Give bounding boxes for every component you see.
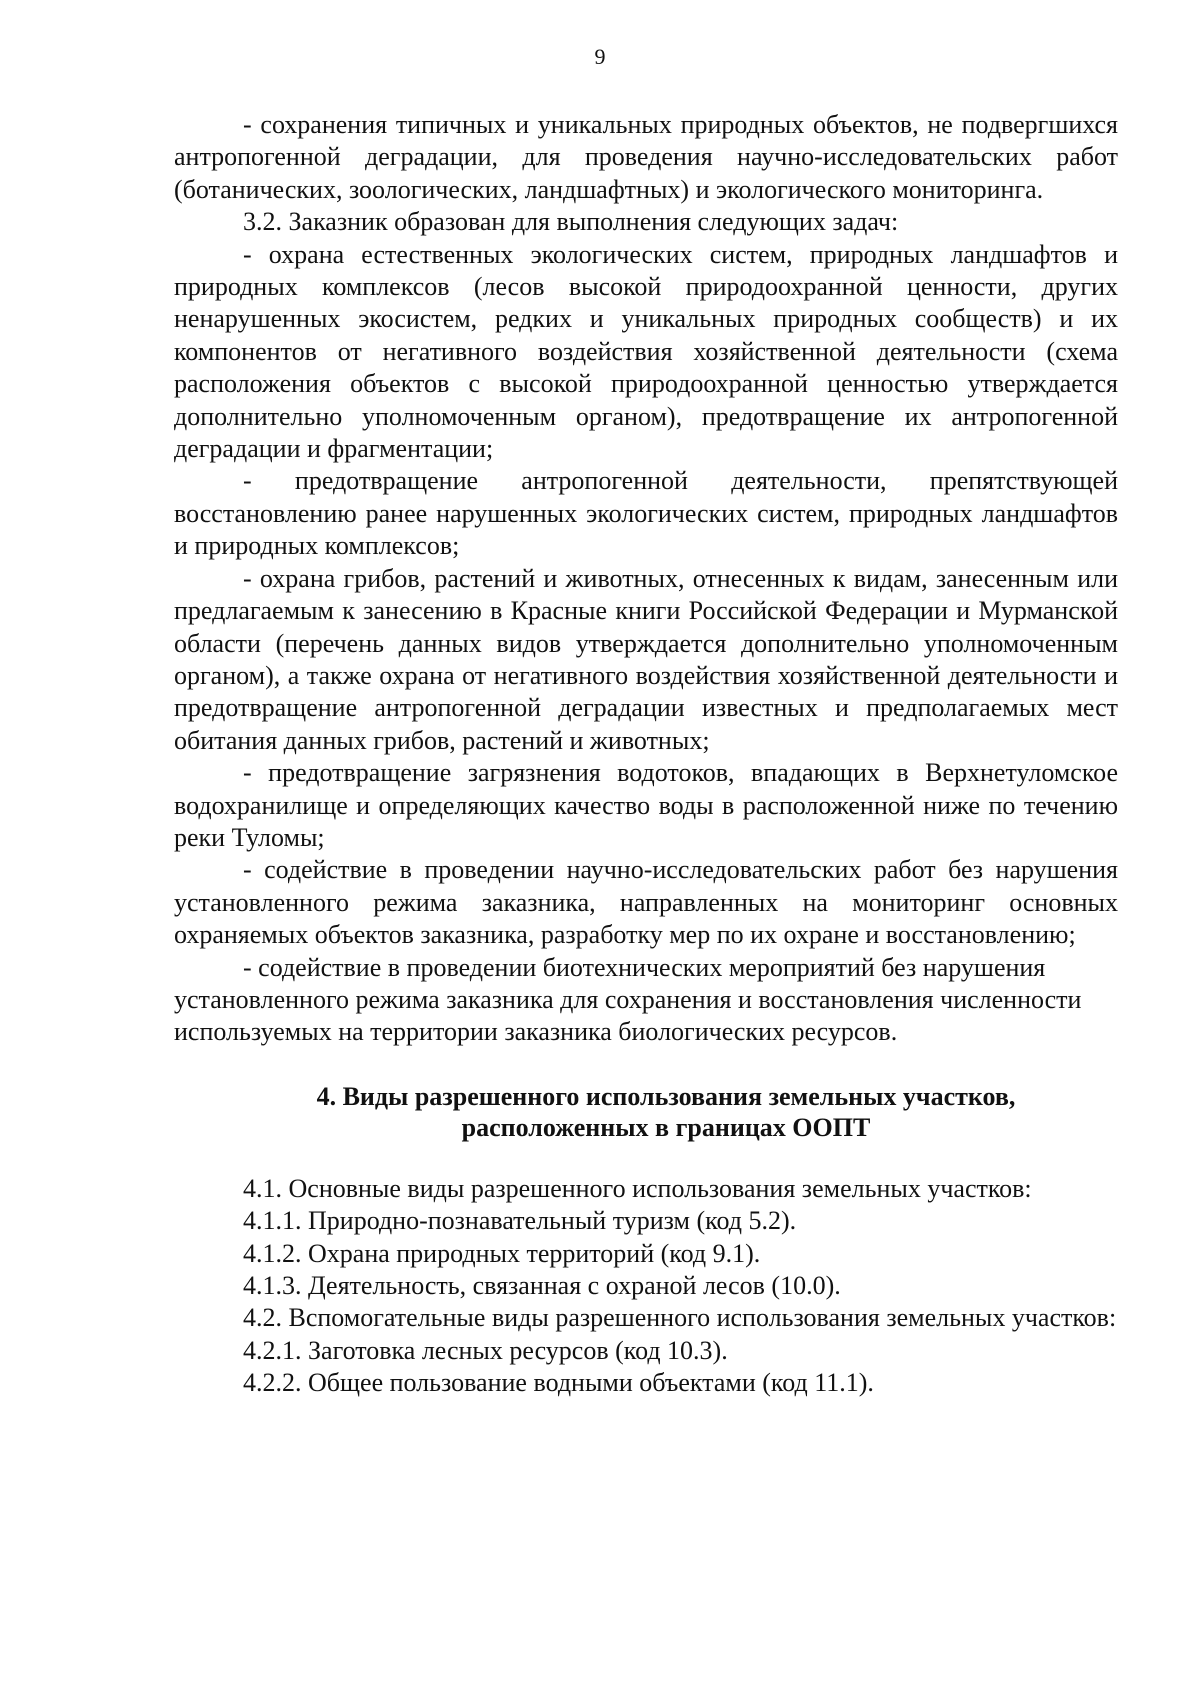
section-4-heading-line-2: расположенных в границах ООПТ — [461, 1112, 871, 1142]
paragraph-ecosystem-protection: - охрана естественных экологических систем, природных ландшафтов и природных комплексов (лесов высокой природоохранной ценности, других ненарушенных экосистем, редких и уникальных природных сообществ) и их компонентов от негативного воздействия хозяйственной деятельности (схема расположения объектов с высокой природоохранной ценностью утверждается дополнительно уполномоченным органом), предотвращение их антропогенной деградации и фрагментации; — [174, 239, 1118, 464]
item-4-1-3: 4.1.3. Деятельность, связанная с охраной лесов (10.0). — [243, 1271, 841, 1300]
document-body — [174, 109, 1118, 1400]
item-4-1: 4.1. Основные виды разрешенного использования земельных участков: — [243, 1173, 1032, 1203]
item-4-2-1: 4.2.1. Заготовка лесных ресурсов (код 10.3). — [243, 1335, 728, 1365]
page-number: 9 — [594, 44, 606, 69]
paragraph-water-pollution: - предотвращение загрязнения водотоков, впадающих в Верхнетуломское водохранилище и определяющих качество воды в расположенной ниже по течению реки Туломы; — [174, 758, 1118, 852]
section-4-heading — [174, 1081, 1118, 1143]
item-4-1-2: 4.1.2. Охрана природных территорий (код 9.1). — [243, 1238, 761, 1268]
paragraph-tasks-intro: 3.2. Заказник образован для выполнения следующих задач: — [243, 207, 899, 237]
item-4-2-2: 4.2.2. Общее пользование водными объектами (код 11.1). — [243, 1368, 874, 1398]
item-4-1-1: 4.1.1. Природно-познавательный туризм (код 5.2). — [243, 1206, 797, 1236]
section-4-heading-line-1: 4. Виды разрешенного использования земельных участков, — [316, 1081, 1016, 1111]
item-4-2: 4.2. Вспомогательные виды разрешенного использования земельных участков: — [243, 1303, 1117, 1333]
paragraph-red-book-species: - охрана грибов, растений и животных, отнесенных к видам, занесенным или предлагаемым к занесению в Красные книги Российской Федерации и Мурманской области (перечень данных видов утверждается дополнительно уполномоченным органом), а также охрана от негативного воздействия хозяйственной деятельности и предотвращение антропогенной деградации известных и предполагаемых мест обитания данных грибов, растений и животных; — [174, 563, 1118, 755]
paragraph-prevent-anthropogenic-activity: - предотвращение антропогенной деятельности, препятствующей восстановлению ранее нарушенных экологических систем, природных ландшафтов и природных комплексов; — [174, 466, 1118, 561]
paragraph-research-assistance: - содействие в проведении научно-исследовательских работ без нарушения установленного режима заказника, направленных на мониторинг основных охраняемых объектов заказника, разработку мер по их охране и восстановлению; — [174, 855, 1118, 950]
paragraph-biotechnical-measures: - содействие в проведении биотехнических мероприятий без нарушения установленного режима заказника для сохранения и восстановления численности используемых на территории заказника биологических ресурсов. — [174, 952, 1082, 1047]
paragraph-scientific-research-goal: - сохранения типичных и уникальных природных объектов, не подвергшихся антропогенной деградации, для проведения научно-исследовательских работ (ботанических, зоологических, ландшафтных) и экологического мониторинга. — [174, 110, 1118, 204]
